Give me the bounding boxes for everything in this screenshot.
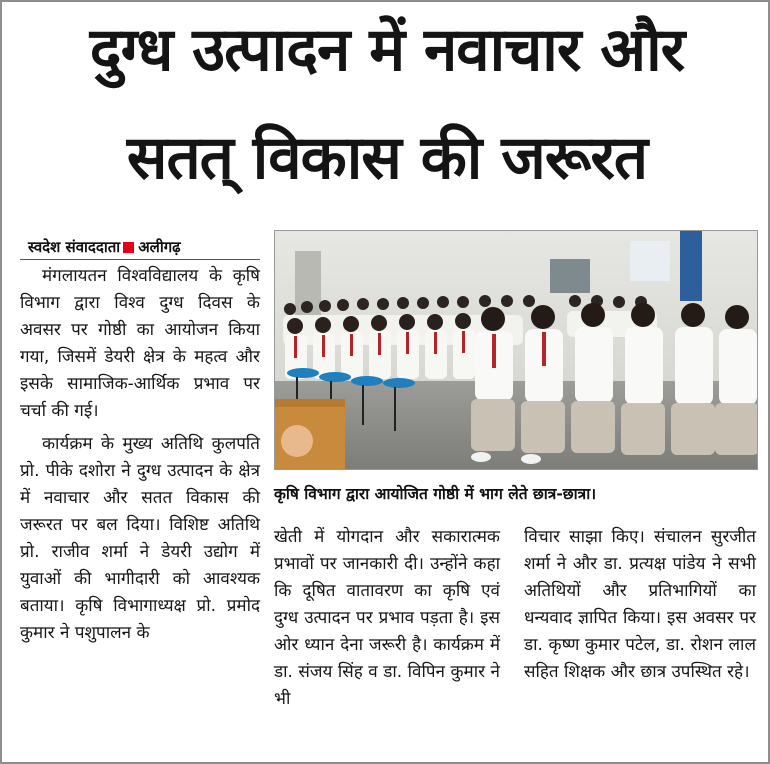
article-column-1 xyxy=(20,263,260,647)
headline-line-2: सतत् विकास की जरूरत xyxy=(126,123,648,193)
article-column-3: विचार साझा किए। संचालन सुरजीत शर्मा ने और डा. प्रत्यक्ष पांडेय ने सभी अतिथियों और प्रतिभागियों का धन्यवाद ज्ञापित किया। इस अवसर पर डा. कृष्ण कुमार पटेल, डा. रोशन लाल सहित शिक्षक और छात्र उपस्थित रहे। xyxy=(524,527,756,682)
headline-line-1: दुग्ध उत्पादन में नवाचार और xyxy=(89,15,685,85)
photo-caption: कृषि विभाग द्वारा आयोजित गोष्ठी में भाग लेते छात्र-छात्रा। xyxy=(274,485,597,503)
byline-location: अलीगढ़ xyxy=(138,238,181,256)
byline-rule xyxy=(20,259,260,260)
article-paragraph-1: मंगलायतन विश्वविद्यालय के कृषि विभाग द्वारा विश्व दुग्ध दिवस के अवसर पर गोष्ठी का आयोजन किया गया, जिसमें डेयरी क्षेत्र के महत्व और इसके सामाजिक-आर्थिक प्रभाव पर चर्चा की गई। xyxy=(20,266,260,421)
byline xyxy=(28,236,258,258)
byline-separator-square xyxy=(123,242,134,253)
article-paragraph-2: कार्यक्रम के मुख्य अतिथि कुलपति प्रो. पीके दशोरा ने दुग्ध उत्पादन के क्षेत्र में नवाचार और सतत विकास की जरूरत पर बल दिया। विशिष्ट अतिथि प्रो. राजीव शर्मा ने डेयरी उद्योग में युवाओं की भागीदारी को आवश्यक बताया। कृषि विभागाध्यक्ष प्रो. प्रमोद कुमार ने पशुपालन के xyxy=(20,434,260,643)
article-column-2: खेती में योगदान और सकारात्मक प्रभावों पर जानकारी दी। उन्होंने कहा कि दूषित वातावरण का कृषि एवं दुग्ध उत्पादन पर प्रभाव पड़ता है। इस ओर ध्यान देना जरूरी है। कार्यक्रम में डा. संजय सिंह व डा. विपिन कुमार ने भी xyxy=(274,527,500,709)
event-photo xyxy=(274,230,758,470)
byline-reporter: स्वदेश संवाददाता xyxy=(28,238,121,256)
